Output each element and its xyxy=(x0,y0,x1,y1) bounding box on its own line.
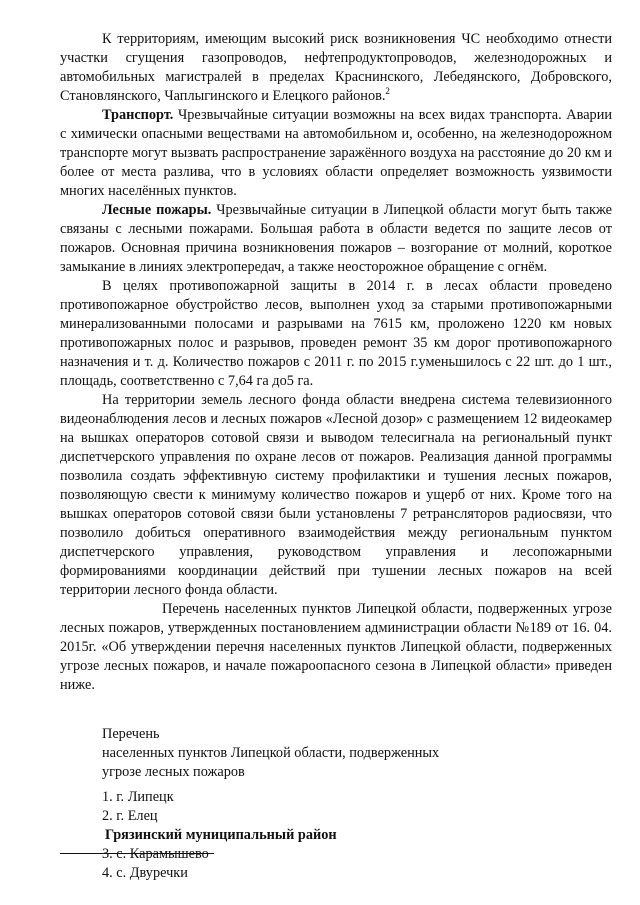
paragraph-fire-protection: В целях противопожарной защиты в 2014 г. в лесах области проведено противопожарное обустройство лесов, выполнен уход за старыми противопожарными минерализованными полосами и разрывами на 7615 км, проложено 1220 км новых противопожарных полос и разрывов, проведен ремонт 35 км дорог противопожарного назначения и т. д. Количество пожаров с 2011 г. по 2015 г.уменьшилось с 22 шт. до 1 шт., площадь, соответственно с 7,64 га до5 га. xyxy=(60,278,612,389)
paragraph-text: Чрезвычайные ситуации возможны на всех видах транспорта. Аварии с химически опасными веществами на автомобильном и, особенно, на железнодорожном транспорте могут вызвать распространение заражённого воздуха на расстояние до 20 км и более от места разлива, что в условиях области определяет возможность уязвимости многих населённых пунктов. xyxy=(60,107,612,199)
footnote-reference[interactable]: 2 xyxy=(385,86,390,96)
paragraph-video-monitoring: На территории земель лесного фонда области внедрена система телевизионного видеонаблюдения лесов и лесных пожаров «Лесной дозор» с размещением 12 видеокамер на вышках операторов сотовой связи и выводом телесигнала на региональный пункт диспетчерского управления по охране лесов от пожаров. Реализация данной программы позволила создать эффективную систему профилактики и тушения лесных пожаров, позволяющую свести к минимуму количество пожаров и ущерб от них. Кроме того на вышках операторов сотовой связи были установлены 7 ретрансляторов радиосвязи, что позволило добиться оперативного взаимодействия между региональным пунктом диспетчерского управления, руководством управления и лесопожарными формированиями координации действий при тушении лесных пожаров на всей территории лесного фонда области. xyxy=(60,392,612,598)
spacer xyxy=(60,695,612,725)
list-title-line-3: угрозе лесных пожаров xyxy=(102,764,245,780)
list-title-line-1: Перечень xyxy=(102,726,160,742)
paragraph-text: К территориям, имеющим высокий риск возникновения ЧС необходимо отнести участки сгущения газопроводов, нефтепродуктопроводов, железнодорожных и автомобильных магистралей в пределах Краснинского, Лебедянского, Добровского, Становлянского, Чаплыгинского и Елецкого районов. xyxy=(60,31,612,104)
list-item: 4. с. Двуречки xyxy=(102,865,188,881)
paragraph-text: Чрезвычайные ситуации в Липецкой области могут быть также связаны с лесными пожарами. Большая работа в области ведется по защите лесов от пожаров. Основная причина возникновения пожаров – возгорание от молний, короткое замыкание в линиях электропередач, а также неосторожное обращение с огнём. xyxy=(60,202,612,275)
list-item: 1. г. Липецк xyxy=(102,789,174,805)
paragraph-settlement-list-intro: Перечень населенных пунктов Липецкой области, подверженных угрозе лесных пожаров, утвержденных постановлением администрации области №189 от 16. 04. 2015г. «Об утверждении перечня населенных пунктов Липецкой области, подверженных угрозе лесных пожаров, и начале пожароопасного сезона в Липецкой области» приведен ниже. xyxy=(60,601,612,693)
paragraph-transport xyxy=(60,106,612,201)
list-title-line-2: населенных пунктов Липецкой области, подверженных xyxy=(102,745,440,761)
district-heading: Грязинский муниципальный район xyxy=(105,827,337,843)
list-item: 2. г. Елец xyxy=(102,808,158,824)
list-item: 3. с. Карамышево xyxy=(102,846,209,862)
paragraph-risk-territories xyxy=(60,30,612,106)
footnote-separator xyxy=(60,853,214,854)
section-heading-transport: Транспорт. xyxy=(102,107,174,123)
section-heading-forest-fires: Лесные пожары. xyxy=(102,202,212,218)
paragraph-forest-fires xyxy=(60,201,612,277)
document-page xyxy=(60,30,612,883)
